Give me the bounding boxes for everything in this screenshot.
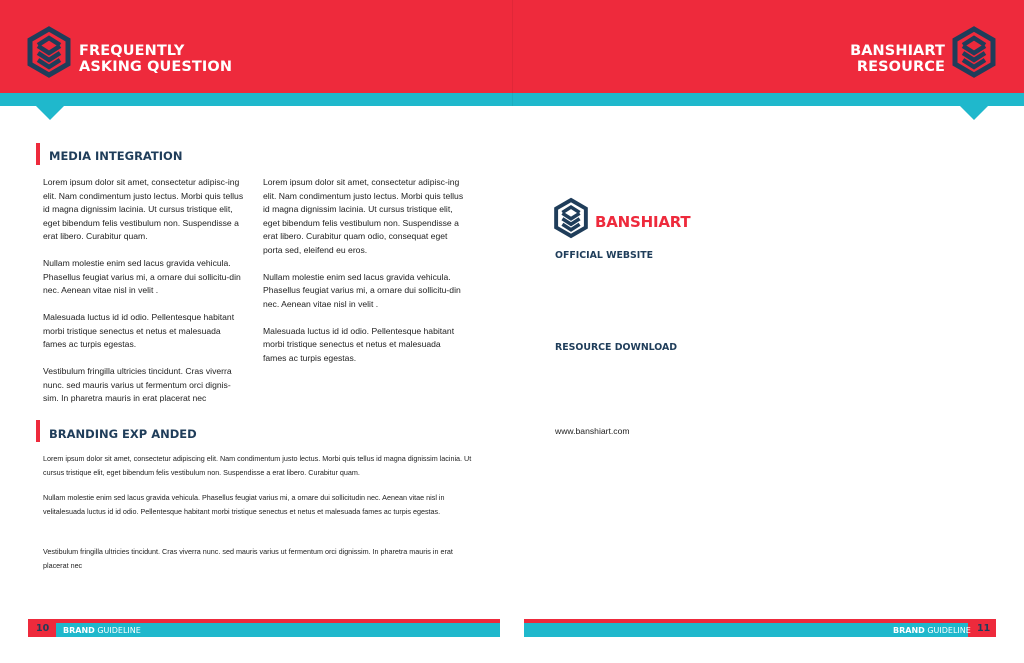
- header-title-left-line1: FREQUENTLY: [79, 43, 185, 59]
- footer-label-bold: BRAND: [893, 626, 925, 635]
- footer-label-bold: BRAND: [63, 626, 95, 635]
- paragraph: Vestibulum fringilla ultricies tincidunt. Cras viverra nunc. sed mauris varius ut fermentum orci dignissim. In pharetra mauris in erat placerat nec: [43, 547, 453, 570]
- section-title-branding-expanded: BRANDING EXP ANDED: [49, 427, 197, 441]
- section-marker: [36, 143, 40, 165]
- footer-label-right: [893, 626, 971, 635]
- section-title-media-integration: MEDIA INTEGRATION: [49, 149, 183, 163]
- page-number-left: 10: [36, 623, 50, 634]
- website-url[interactable]: www.banshiart.com: [555, 426, 630, 436]
- official-website-label: OFFICIAL WEBSITE: [555, 250, 654, 261]
- text-column-1: [43, 176, 245, 419]
- paragraph: Nullam molestie enim sed lacus gravida vehicula. Phasellus feugiat varius mi, a ornare dui sollicitu-din nec. Aenean vitae nisl in velit .: [43, 258, 241, 295]
- header-title-left: [79, 43, 232, 75]
- resource-download-label: RESOURCE DOWNLOAD: [555, 342, 678, 353]
- section-marker: [36, 420, 40, 442]
- header-notch-right: [960, 106, 988, 120]
- page-number-right: 11: [977, 623, 991, 634]
- header-notch-left: [36, 106, 64, 120]
- paragraph: Lorem ipsum dolor sit amet, consectetur adipiscing elit. Nam condimentum justo lectus. Morbi quis tellus id magna dignissim lacinia. Ut cursus tristique elit, eget bibendum felis vestibulum non. Suspendisse a erat libero. Curabitur quam.: [43, 454, 472, 477]
- header-title-left-line2: ASKING QUESTION: [79, 59, 233, 75]
- header-title-right: [850, 43, 945, 75]
- paragraph: Lorem ipsum dolor sit amet, consectetur adipisc-ing elit. Nam condimentum justo lectus. Morbi quis tellus id magna dignissim lacinia. Ut cursus tristique elit, eget bibendum felis vestibulum non. Suspendisse a erat libero. Curabitur quam odio, consequat eget porta sed, eleifend eu eros.: [263, 177, 464, 255]
- paragraph: Nullam molestie enim sed lacus gravida vehicula. Phasellus feugiat varius mi, a ornare dui sollicitudin nec. Aenean vitae nisl in velitalesuada luctus id id odio. Pellentesque habitant morbi tristique senectus et netus et malesuada fames ac turpis egestas.: [43, 493, 445, 516]
- hexagon-stack-logo-icon: [26, 26, 72, 78]
- paragraph: Malesuada luctus id id odio. Pellentesque habitant morbi tristique senectus et netus et malesuada fames ac turpis egestas.: [43, 312, 235, 349]
- brand-name: BANSHIART: [595, 213, 691, 231]
- hexagon-stack-logo-icon: [951, 26, 997, 78]
- text-column-2: [263, 176, 465, 379]
- header-title-right-line2: RESOURCE: [856, 59, 945, 75]
- page-spine-divider: [512, 0, 513, 106]
- header-title-right-line1: BANSHIART: [850, 43, 945, 59]
- paragraph: Vestibulum fringilla ultricies tincidunt. Cras viverra nunc. sed mauris varius ut fermentum orci dignis-sim. In pharetra mauris in erat placerat nec: [43, 366, 232, 403]
- paragraph: Nullam molestie enim sed lacus gravida vehicula. Phasellus feugiat varius mi, a ornare dui sollicitu-din nec. Aenean vitae nisl in velit .: [263, 271, 461, 309]
- paragraph: Malesuada luctus id id odio. Pellentesque habitant morbi tristique senectus et netus et malesuada fames ac turpis egestas.: [263, 325, 455, 363]
- hexagon-stack-logo-icon: [553, 197, 589, 239]
- paragraph: Lorem ipsum dolor sit amet, consectetur adipisc-ing elit. Nam condimentum justo lectus. Morbi quis tellus id magna dignissim lacinia. Ut cursus tristique elit, eget bibendum felis vestibulum non. Suspendisse a erat libero. Curabitur quam.: [43, 177, 244, 241]
- footer-label-left: [63, 626, 141, 635]
- footer-label-rest: GUIDELINE: [94, 626, 141, 635]
- footer-label-rest: GUIDELINE: [924, 626, 971, 635]
